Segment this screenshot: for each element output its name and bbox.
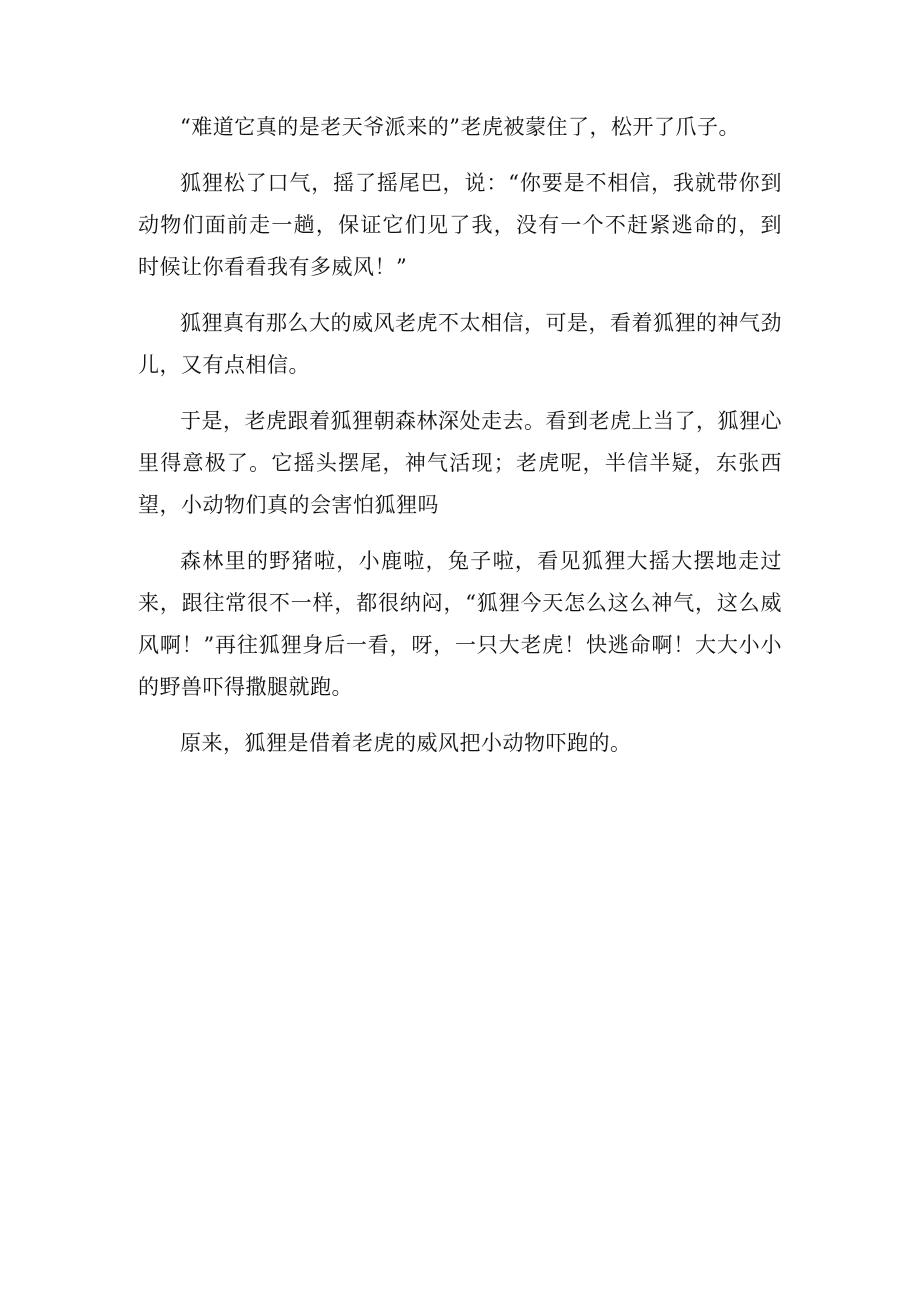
paragraph-5: 森林里的野猪啦，小鹿啦，兔子啦，看见狐狸大摇大摆地走过来，跟往常很不一样，都很纳闷，“狐狸今天怎么这么神气，这么威风啊！”再往狐狸身后一看，呀，一只大老虎！快逃命啊！大大小小的野兽吓得撒腿就跑。 [138, 549, 782, 699]
paragraph-4: 于是，老虎跟着狐狸朝森林深处走去。看到老虎上当了，狐狸心里得意极了。它摇头摆尾，神气活现；老虎呢，半信半疑，东张西望，小动物们真的会害怕狐狸吗 [138, 409, 782, 517]
paragraph-2: 狐狸松了口气，摇了摇尾巴，说：“你要是不相信，我就带你到动物们面前走一趟，保证它们见了我，没有一个不赶紧逃命的，到时候让你看看我有多威风！” [138, 171, 782, 279]
paragraph-3: 狐狸真有那么大的威风老虎不太相信，可是，看着狐狸的神气劲儿，又有点相信。 [138, 311, 782, 377]
paragraph-6: 原来，狐狸是借着老虎的威风把小动物吓跑的。 [180, 731, 632, 755]
paragraph-1: “难道它真的是老天爷派来的”老虎被蒙住了，松开了爪子。 [180, 115, 740, 139]
document-body [138, 106, 782, 778]
